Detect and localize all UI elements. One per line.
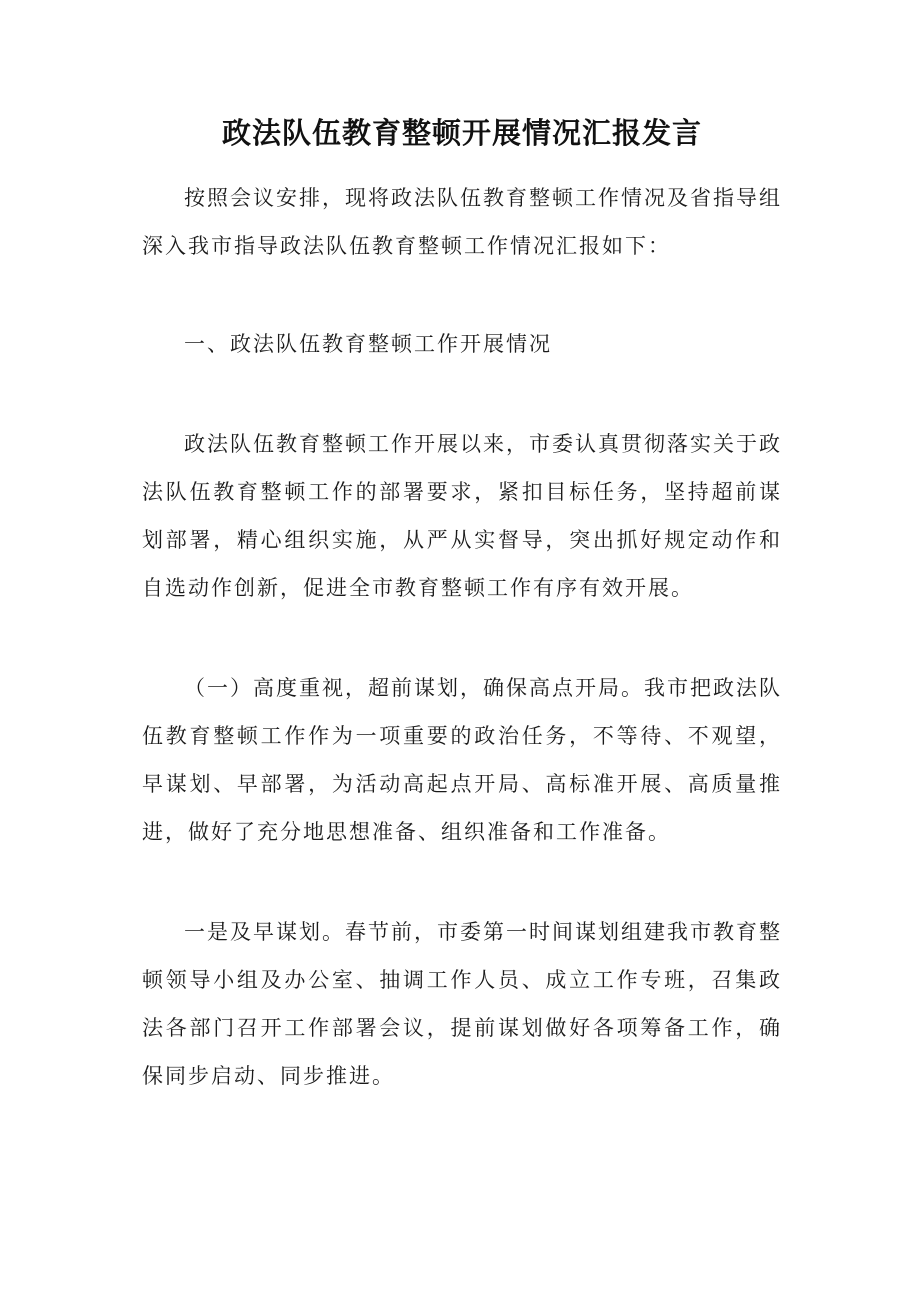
- detail-paragraph: 一是及早谋划。春节前，市委第一时间谋划组建我市教育整顿领导小组及办公室、抽调工作人员、成立工作专班，召集政法各部门召开工作部署会议，提前谋划做好各项筹备工作，确保同步启动、同步推进。: [142, 920, 782, 1088]
- section-heading: 一、政法队伍教育整顿工作开展情况: [184, 332, 552, 356]
- body-paragraph: 政法队伍教育整顿工作开展以来，市委认真贯彻落实关于政法队伍教育整顿工作的部署要求，紧扣目标任务，坚持超前谋划部署，精心组织实施，从严从实督导，突出抓好规定动作和自选动作创新，促进全市教育整顿工作有序有效开展。: [142, 432, 782, 600]
- document-body: [142, 106, 782, 1100]
- document-title: 政法队伍教育整顿开展情况汇报发言: [221, 116, 702, 150]
- intro-paragraph: 按照会议安排，现将政法队伍教育整顿工作情况及省指导组深入我市指导政法队伍教育整顿工作情况汇报如下：: [142, 186, 782, 258]
- subsection-paragraph: （一）高度重视，超前谋划，确保高点开局。我市把政法队伍教育整顿工作作为一项重要的政治任务，不等待、不观望，早谋划、早部署，为活动高起点开局、高标准开展、高质量推进，做好了充分地思想准备、组织准备和工作准备。: [142, 676, 782, 844]
